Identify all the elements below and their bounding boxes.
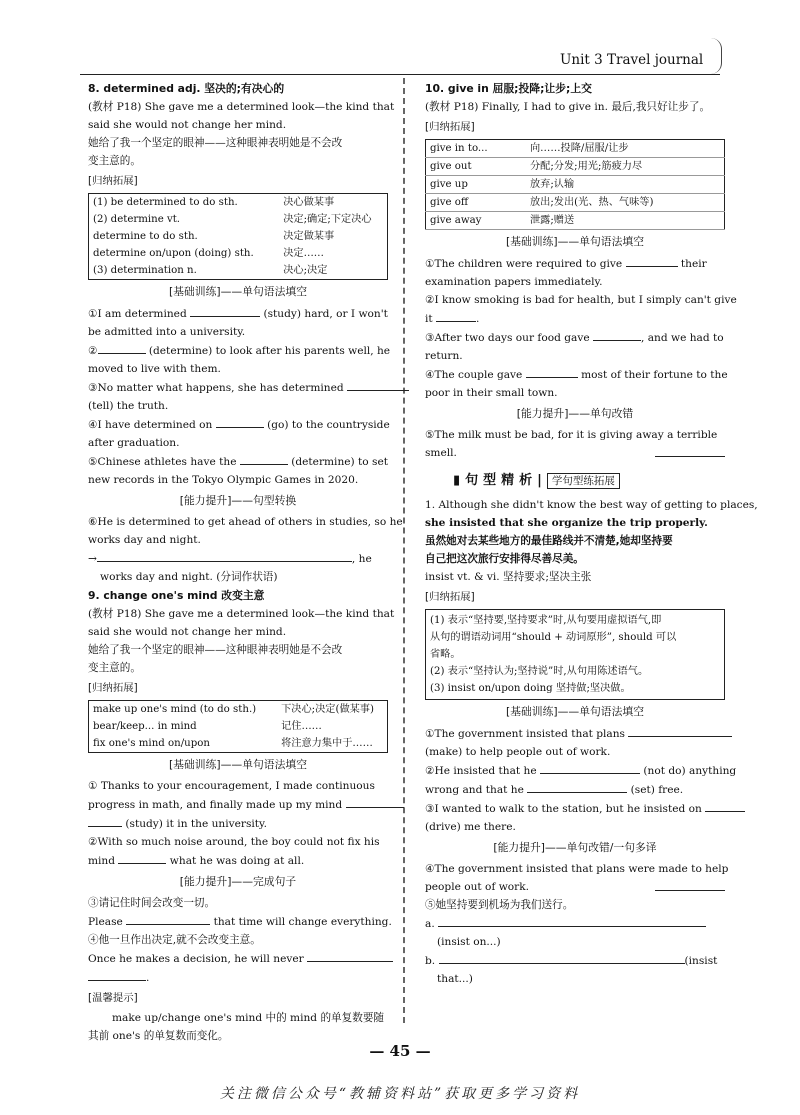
answer-blank[interactable]: [347, 378, 409, 391]
section-icon: ▮: [453, 473, 466, 488]
table-cell: 泄露;赠送: [524, 212, 725, 230]
question-text: ②He insisted that he: [425, 765, 537, 777]
question-text: works day and night. (分词作状语): [100, 571, 278, 583]
answer-blank[interactable]: [655, 878, 725, 891]
table-cell: 放弃;认输: [524, 176, 725, 194]
question-text: .: [476, 313, 480, 325]
tip-tag: [ 温馨提示 ]: [88, 989, 138, 1007]
item9-example: (教材 P18) She gave me a determined look—the kind that: [88, 608, 395, 620]
s1-ability-heading: [能力提升]——单句改错/一句多译: [493, 841, 657, 854]
tip-text: make up/change one's mind 中的 mind 的单复数要随: [112, 1012, 385, 1024]
column-divider: [403, 78, 405, 1023]
answer-blank[interactable]: [126, 912, 210, 925]
table-cell: (2) determine vt.: [93, 214, 181, 225]
question-text: ③After two days our food gave: [425, 332, 590, 344]
answer-blank[interactable]: [190, 304, 260, 317]
item8-example-cont: said she would not change her mind.: [88, 119, 287, 131]
question-text: ①I am determined: [88, 308, 187, 320]
item8-expansion-table: [88, 193, 388, 280]
question-text: their: [680, 258, 707, 270]
question-text: (determine) to look after his parents well, he: [148, 345, 391, 357]
section-subtitle: 学句型练拓展: [547, 473, 620, 489]
answer-blank[interactable]: [438, 914, 706, 927]
question-text: Once he makes a decision, he will never: [88, 953, 304, 965]
footer-note: 关注微信公众号“教辅资料站”获取更多学习资料: [219, 1086, 581, 1102]
section-title: ▮句型精析| 学句型练拓展: [453, 472, 725, 490]
item10-heading: 10. give in 屈服;投降;让步;上交: [425, 82, 592, 95]
answer-blank[interactable]: [593, 328, 641, 341]
table-cell: (1) be determined to do sth.: [93, 197, 238, 208]
table-cell: 分配;分发;用光;筋疲力尽: [524, 158, 725, 176]
question-text: , and we had to: [640, 332, 724, 344]
answer-blank[interactable]: [307, 949, 393, 962]
question-text: ⑤她坚持要到机场为我们送行。: [425, 899, 574, 911]
item10-basic-heading: [基础训练]——单句语法填空: [506, 235, 644, 248]
item10-example: (教材 P18) Finally, I had to give in. 最后,我只好让步了。: [425, 101, 711, 113]
page-number: — 45 —: [369, 1042, 431, 1060]
answer-blank[interactable]: [628, 724, 732, 737]
table-cell: 决定做某事: [283, 231, 335, 242]
question-text: mind: [88, 855, 116, 867]
answer-blank[interactable]: [98, 341, 146, 354]
item9-expansion-table: [88, 700, 388, 753]
table-cell: determine on/upon (doing) sth.: [93, 248, 254, 259]
table-cell: give away: [426, 212, 525, 230]
question-text: most of their fortune to the: [581, 369, 728, 381]
answer-blank[interactable]: [118, 851, 166, 864]
table-row: [89, 701, 388, 719]
answer-blank[interactable]: [88, 814, 122, 827]
question-text: (insist: [684, 955, 718, 967]
table-cell: 决心做某事: [283, 197, 335, 208]
s1-translation-cont: 自己把这次旅行安排得尽善尽美。: [425, 553, 584, 565]
question-text: ④I have determined on: [88, 419, 213, 431]
question-text: (insist on...): [437, 936, 501, 948]
table-cell: 决定;确定;下定决心: [283, 214, 372, 225]
item10-expansion-tag: [ 归纳拓展 ]: [425, 118, 475, 136]
question-text: (not do) anything: [643, 765, 737, 777]
table-row: [89, 228, 388, 245]
table-row: [426, 212, 725, 230]
item9-translation-cont: 变主意的。: [88, 662, 141, 674]
box-text: (1) 表示“坚持要,坚持要求”时,从句要用虚拟语气,即: [430, 615, 662, 626]
answer-blank[interactable]: [439, 951, 685, 964]
left-column: 8. determined adj. 坚决的;有决心的 (教材 P18) She gave me a determined look—the kind that said she would not change her mind. 她给了我一个坚定的眼神——这种眼神表明她是不会改 变主意的。 [ 归纳拓展 ] (1) be determined to do sth. 决心做某事 (2) determine vt. 决定;确定;下定决心 determine to do sth. 决定做某事 determine on/upon (doing) sth. 决定…… (3) determination n. 决心;决定 [基础训练]——单句语法填空 ①I am determined (study) hard, or I won't be admitted into a university. ② (determine) to look after his parents well, he moved to live with them. ③No matter what happens, she has determined (tell) the truth. ④I have determined on (go) to the countryside after graduation. ⑤Chinese athletes have the (determine) to set new records in the Tokyo Olympic Games in 2020. [能力提升]——句型转换 ⑥He is determined to get ahead of others in studies, so he works day and night. → , he works day and night. (分词作状语) 9. change one's mind 改变主意 (教材 P18) She gave me a determined look—the kind that said she would not change her mind. 她给了我一个坚定的眼神——这种眼神表明她是不会改 变主意的。 [ 归纳拓展 ] make up one's mind (to do sth.) 下决心;决定(做某事) bear/keep... in mind 记住…… fix one's mind on/upon 将注意力集中于…… [基础训练]——单句语法填空 ① Thanks to your encouragement, I made continuous progress in math, and finally made up my mind (study) it in the university. ②With so much noise around, the boy could not fix his mind what he was doing at all. [能力提升]——完成句子 ③请记住时间会改变一切。 Please that time will change everything. ④他一旦作出决定,就不会改变主意。 Once he makes a decision, he will never . [ 温馨提示 ] make up/change one's mind 中的 mind 的单复数要随 其前 one's 的单复数而变化。: [88, 80, 388, 1045]
question-text: that...): [437, 973, 473, 985]
question-text: , he: [351, 553, 372, 565]
question-text: ③请记住时间会改变一切。: [88, 897, 216, 909]
arrow-icon: →: [88, 553, 97, 565]
table-row: [89, 245, 388, 262]
question-text: smell.: [425, 447, 457, 459]
s1-basic-heading: [基础训练]——单句语法填空: [506, 705, 644, 718]
question-text: (drive) me there.: [425, 821, 516, 833]
table-cell: make up one's mind (to do sth.): [93, 704, 257, 715]
item9-expansion-tag: [ 归纳拓展 ]: [88, 679, 138, 697]
question-text: (study) hard, or I won't: [263, 308, 388, 320]
item10-ability-heading: [能力提升]——单句改错: [516, 407, 634, 420]
table-cell: give in to...: [426, 140, 525, 158]
item10-expansion-table: [425, 139, 725, 230]
table-cell: 决定……: [283, 248, 324, 259]
box-text: 省略。: [430, 649, 461, 660]
question-text: works day and night.: [88, 534, 201, 546]
table-cell: 记住……: [281, 721, 322, 732]
s1-expansion-tag: [ 归纳拓展 ]: [425, 588, 475, 606]
table-row: [426, 194, 725, 212]
question-text: be admitted into a university.: [88, 326, 246, 338]
question-text: ⑤The milk must be bad, for it is giving away a terrible: [425, 429, 718, 441]
item9-basic-heading: [基础训练]——单句语法填空: [169, 758, 307, 771]
question-text: ⑤Chinese athletes have the: [88, 456, 237, 468]
question-text: (study) it in the university.: [125, 818, 267, 830]
table-row: [89, 718, 388, 735]
table-row: [426, 176, 725, 194]
question-text: ⑥He is determined to get ahead of others in studies, so he: [88, 516, 403, 528]
section-title-text: 句型精析: [465, 473, 538, 488]
question-text: progress in math, and finally made up my mind: [88, 799, 343, 811]
item8-translation: 她给了我一个坚定的眼神——这种眼神表明她是不会改: [88, 137, 343, 149]
question-text: ①The government insisted that plans: [425, 728, 625, 740]
answer-blank[interactable]: [240, 452, 288, 465]
item9-example-cont: said she would not change her mind.: [88, 626, 287, 638]
question-text: (tell) the truth.: [88, 400, 169, 412]
question-label: b.: [425, 955, 436, 967]
table-row: [426, 158, 725, 176]
box-text: (3) insist on/upon doing 坚持做;坚决做。: [430, 683, 631, 694]
item8-heading: 8. determined adj. 坚决的;有决心的: [88, 82, 285, 95]
question-text: (set) free.: [630, 784, 684, 796]
header-decoration: [711, 38, 722, 74]
item9-translation: 她给了我一个坚定的眼神——这种眼神表明她是不会改: [88, 644, 343, 656]
item8-expansion-tag: [ 归纳拓展 ]: [88, 172, 138, 190]
answer-blank[interactable]: [705, 799, 745, 812]
question-text: ①The children were required to give: [425, 258, 623, 270]
table-cell: bear/keep... in mind: [93, 721, 197, 732]
question-text: ① Thanks to your encouragement, I made continuous: [88, 780, 375, 792]
question-text: Please: [88, 916, 123, 928]
s1-expansion-box: [425, 609, 725, 700]
table-cell: 决心;决定: [283, 265, 328, 276]
question-number: ②: [88, 345, 98, 357]
question-text: ④他一旦作出决定,就不会改变主意。: [88, 934, 261, 946]
question-text: people out of work.: [425, 881, 530, 893]
answer-blank[interactable]: [97, 549, 352, 562]
answer-blank[interactable]: [526, 365, 578, 378]
question-text: ④The government insisted that plans were made to help: [425, 863, 729, 875]
question-label: a.: [425, 918, 435, 930]
table-cell: give out: [426, 158, 525, 176]
answer-blank[interactable]: [436, 309, 476, 322]
question-text: ②I know smoking is bad for health, but I simply can't give: [425, 294, 737, 306]
question-text: (go) to the countryside: [267, 419, 390, 431]
box-text: (2) 表示“坚持认为;坚持说”时,从句用陈述语气。: [430, 666, 649, 677]
question-text: ③I wanted to walk to the station, but he insisted on: [425, 803, 702, 815]
table-row: [89, 262, 388, 280]
table-row: [89, 735, 388, 753]
question-text: that time will change everything.: [213, 916, 392, 928]
question-text: (determine) to set: [291, 456, 389, 468]
question-text: it: [425, 313, 433, 325]
question-text: after graduation.: [88, 437, 180, 449]
table-cell: give off: [426, 194, 525, 212]
table-cell: give up: [426, 176, 525, 194]
table-cell: 向……投降/屈服/让步: [524, 140, 725, 158]
question-text: moved to live with them.: [88, 363, 221, 375]
question-text: ④The couple gave: [425, 369, 523, 381]
table-row: [426, 140, 725, 158]
right-column: [425, 80, 758, 988]
question-text: wrong and that he: [425, 784, 524, 796]
answer-blank[interactable]: [626, 254, 678, 267]
table-cell: 将注意力集中于……: [281, 738, 373, 749]
answer-blank[interactable]: [540, 761, 640, 774]
header-rule: [80, 74, 720, 75]
question-text: ③No matter what happens, she has determined: [88, 382, 344, 394]
s1-sentence-cont: she insisted that she organize the trip properly.: [425, 517, 708, 529]
unit-header: Unit 3 Travel journal: [560, 52, 704, 68]
s1-definition: insist vt. & vi. 坚持要求;坚决主张: [425, 571, 592, 583]
question-text: ②With so much noise around, the boy could not fix his: [88, 836, 380, 848]
s1-translation: 虽然她对去某些地方的最佳路线并不清楚,她却坚持要: [425, 535, 673, 547]
item8-example: (教材 P18) She gave me a determined look—the kind that: [88, 101, 395, 113]
table-cell: (3) determination n.: [93, 265, 197, 276]
table-cell: 下决心;决定(做某事): [281, 704, 374, 715]
item9-heading: 9. change one's mind 改变主意: [88, 589, 265, 602]
item8-basic-heading: [基础训练]——单句语法填空: [169, 285, 307, 298]
table-cell: 放出;发出(光、热、气味等): [524, 194, 725, 212]
item8-translation-cont: 变主意的。: [88, 155, 141, 167]
box-text: 从句的谓语动词用“should + 动词原形”, should 可以: [430, 632, 677, 643]
table-row: [89, 211, 388, 228]
table-row: [89, 194, 388, 212]
question-text: (make) to help people out of work.: [425, 746, 611, 758]
question-text: poor in their small town.: [425, 387, 558, 399]
table-cell: determine to do sth.: [93, 231, 198, 242]
question-text: new records in the Tokyo Olympic Games in 2020.: [88, 474, 359, 486]
answer-blank[interactable]: [88, 968, 146, 981]
question-text: what he was doing at all.: [169, 855, 305, 867]
answer-blank[interactable]: [655, 444, 725, 457]
s1-sentence: 1. Although she didn't know the best way of getting to places,: [425, 499, 758, 511]
answer-blank[interactable]: [216, 415, 264, 428]
table-cell: fix one's mind on/upon: [93, 738, 210, 749]
tip-text: 其前 one's 的单复数而变化。: [88, 1030, 229, 1042]
item8-ability-heading: [能力提升]——句型转换: [179, 494, 297, 507]
question-text: examination papers immediately.: [425, 276, 603, 288]
answer-blank[interactable]: [346, 795, 404, 808]
question-text: return.: [425, 350, 463, 362]
answer-blank[interactable]: [527, 780, 627, 793]
item9-ability-heading: [能力提升]——完成句子: [179, 875, 297, 888]
